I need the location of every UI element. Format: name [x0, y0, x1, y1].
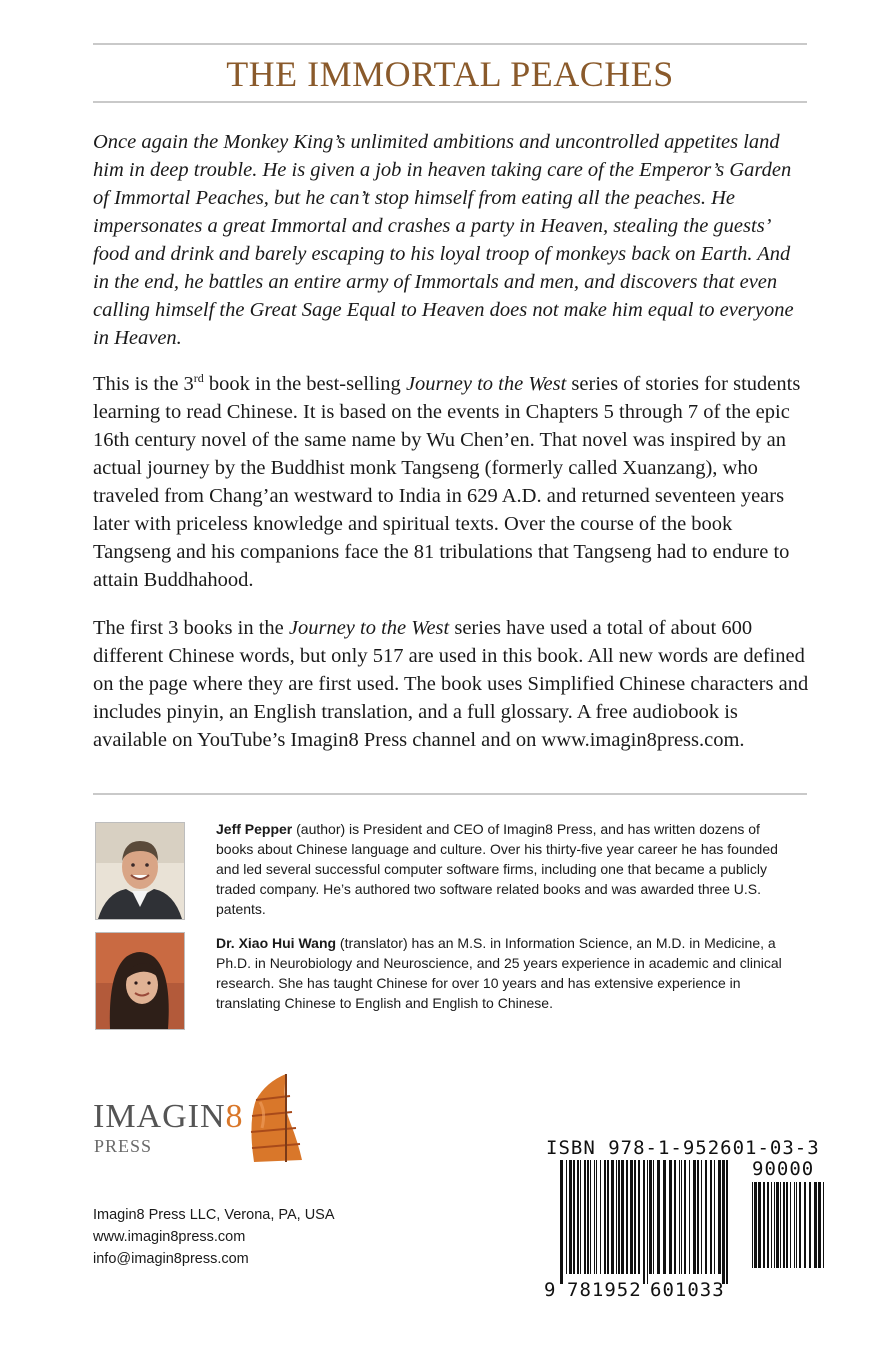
barcode-bar: [604, 1160, 606, 1274]
barcode-bar: [674, 1160, 676, 1274]
barcode-bar: [634, 1160, 636, 1274]
barcode-bar: [771, 1182, 772, 1268]
barcode-bar: [577, 1160, 579, 1274]
top-rule: [93, 43, 807, 45]
barcode-bar: [714, 1160, 715, 1274]
junk-sail-icon: [246, 1072, 306, 1164]
barcode-bar: [804, 1182, 806, 1268]
barcode-bar: [573, 1160, 575, 1274]
barcode-bar: [649, 1160, 652, 1274]
synopsis-paragraph: Once again the Monkey King’s unlimited ambitions and uncontrolled appetites land him in deep trouble. He is given a job in heaven taking care of the Emperor’s Garden of Immortal Peaches, but he can’t stop himself from eating all the peaches. He impersonates a great Immortal and crashes a party in Heaven, stealing the guests’ food and drink and barely escaping to his loyal troop of monkeys back on Earth. And in the end, he battles an entire army of Immortals and men, and discovers that even calling himself the Great Sage Equal to Heaven does not make him equal to everyone in Heaven.: [93, 131, 794, 349]
isbn-number: ISBN 978-1-952601-03-3: [546, 1137, 820, 1159]
barcode-bar: [809, 1182, 811, 1268]
barcode-bar: [758, 1182, 761, 1268]
barcode-bar: [780, 1182, 781, 1268]
logo-eight: 8: [225, 1098, 244, 1135]
series-paragraph: [93, 370, 809, 594]
author-bio-text: (author) is President and CEO of Imagin8 Press, and has written dozens of books about Chinese language and culture. Over his thirty-five year career he has founded and led several successful computer software firms, including one that became a publicly traded company. He’s authored two software related books and was awarded three U.S. patents.: [216, 821, 778, 917]
barcode-bar: [689, 1160, 690, 1274]
barcode-bar: [786, 1182, 788, 1268]
translator-name: Dr. Xiao Hui Wang: [216, 935, 337, 951]
para3-text-b: series have used a total of about 600 different Chinese words, but only 517 are used in this book. All new words are defined on the page where they are first used. The book uses Simplified Chinese characters and includes pinyin, an English translation, and a full glossary. A free audiobook is available on YouTube’s Imagin8 Press channel and on www.imagin8press.com.: [93, 617, 809, 751]
barcode-bar: [722, 1160, 725, 1284]
para2-text-c: series of stories for students learning to read Chinese. It is based on the events in Chapters 5 through 7 of the epic 16th century novel of the same name by Wu Chen’en. That novel was inspired by an actual journey by the Buddhist monk Tangseng (formerly called Xuanzang), who traveled from Chang’an westward to India in 629 A.D. and returned seventeen years later with priceless knowledge and spiritual texts. Over the course of the book Tangseng and his companions face the 81 tribulations that Tangseng had to endure to attain Buddhahood.: [93, 373, 801, 591]
publisher-email[interactable]: info@imagin8press.com: [93, 1251, 249, 1267]
barcode-bar: [647, 1160, 648, 1284]
author-name: Jeff Pepper: [216, 821, 293, 837]
author-photo: [95, 822, 185, 920]
barcode-bar: [616, 1160, 617, 1274]
barcode-bar: [763, 1182, 765, 1268]
author-portrait-image: [96, 823, 184, 919]
barcode-bar: [607, 1160, 609, 1274]
barcode-bar: [697, 1160, 699, 1274]
translator-portrait-image: [96, 933, 184, 1029]
barcode-bar: [621, 1160, 624, 1274]
translator-bio: [216, 933, 786, 1013]
barcode-bar: [774, 1182, 775, 1268]
publisher-address: Imagin8 Press LLC, Verona, PA, USA: [93, 1207, 335, 1223]
barcode-bar: [653, 1160, 654, 1274]
barcode-bar: [626, 1160, 628, 1274]
barcode-bar: [569, 1160, 572, 1274]
bio-rule: [93, 793, 807, 795]
barcode-bar: [590, 1160, 591, 1274]
barcode-bar: [618, 1160, 620, 1274]
barcode-bar: [566, 1160, 567, 1274]
barcode-bar: [584, 1160, 586, 1274]
barcode-digits-left: 781952: [567, 1279, 642, 1301]
barcode-bar: [776, 1182, 779, 1268]
barcode-bar: [726, 1160, 728, 1284]
barcode-bar: [752, 1182, 753, 1268]
barcode-bar: [594, 1160, 595, 1274]
addon-barcode: [752, 1182, 828, 1278]
barcode-bar: [718, 1160, 721, 1274]
barcode-bar: [681, 1160, 682, 1274]
barcode-bar: [814, 1182, 817, 1268]
barcode-bar: [596, 1160, 597, 1274]
barcode-bar: [754, 1182, 757, 1268]
barcode-bar: [638, 1160, 640, 1274]
logo-main-text: IMAGIN: [93, 1098, 226, 1135]
barcode-bar: [710, 1160, 712, 1274]
title-rule: [93, 101, 807, 103]
barcode-bar: [796, 1182, 797, 1268]
price-addon-number: 90000: [752, 1158, 815, 1180]
barcode-bar: [630, 1160, 633, 1274]
barcode-bar: [657, 1160, 660, 1274]
barcode-bar: [705, 1160, 707, 1274]
barcode-bar: [643, 1160, 645, 1284]
barcode-bar: [794, 1182, 795, 1268]
para2-text-b: book in the best-selling: [203, 373, 406, 395]
book-title: THE IMMORTAL PEACHES: [226, 54, 674, 94]
barcode-bar: [580, 1160, 581, 1274]
barcode-bar: [799, 1182, 801, 1268]
para3-text-a: The first 3 books in the: [93, 617, 289, 639]
para3-series-title: Journey to the West: [288, 617, 450, 639]
barcode-bar: [560, 1160, 563, 1284]
barcode-bar: [600, 1160, 601, 1274]
barcode-bar: [684, 1160, 686, 1274]
isbn-barcode: [560, 1160, 732, 1284]
barcode-bar: [783, 1182, 785, 1268]
para2-text-a: This is the 3: [93, 373, 194, 395]
publisher-logo: [93, 1098, 244, 1136]
barcode-bar: [823, 1182, 824, 1268]
publisher-website[interactable]: www.imagin8press.com: [93, 1229, 246, 1245]
barcode-bar: [669, 1160, 672, 1274]
para2-series-title: Journey to the West: [405, 373, 567, 395]
barcode-bar: [790, 1182, 791, 1268]
translator-photo: [95, 932, 185, 1030]
barcode-bar: [693, 1160, 696, 1274]
barcode-bar: [663, 1160, 666, 1274]
author-bio: [216, 819, 786, 919]
vocabulary-paragraph: [93, 614, 809, 754]
logo-press-text: PRESS: [94, 1136, 153, 1156]
barcode-bar: [679, 1160, 680, 1274]
barcode-digits-right: 601033: [650, 1279, 725, 1301]
para2-superscript: rd: [193, 371, 204, 386]
barcode-bar: [701, 1160, 702, 1274]
barcode-bar: [767, 1182, 769, 1268]
barcode-bar: [611, 1160, 614, 1274]
translator-bio-text: (translator) has an M.S. in Information Science, an M.D. in Medicine, a Ph.D. in Neurobiology and Neuroscience, and 25 years experience in academic and clinical research. She has taught Chinese for over 10 years and has extensive experience in translating Chinese to English and English to Chinese.: [216, 935, 782, 1011]
barcode-bar: [587, 1160, 589, 1274]
barcode-bar: [818, 1182, 821, 1268]
barcode-lead-digit: 9: [544, 1279, 556, 1301]
